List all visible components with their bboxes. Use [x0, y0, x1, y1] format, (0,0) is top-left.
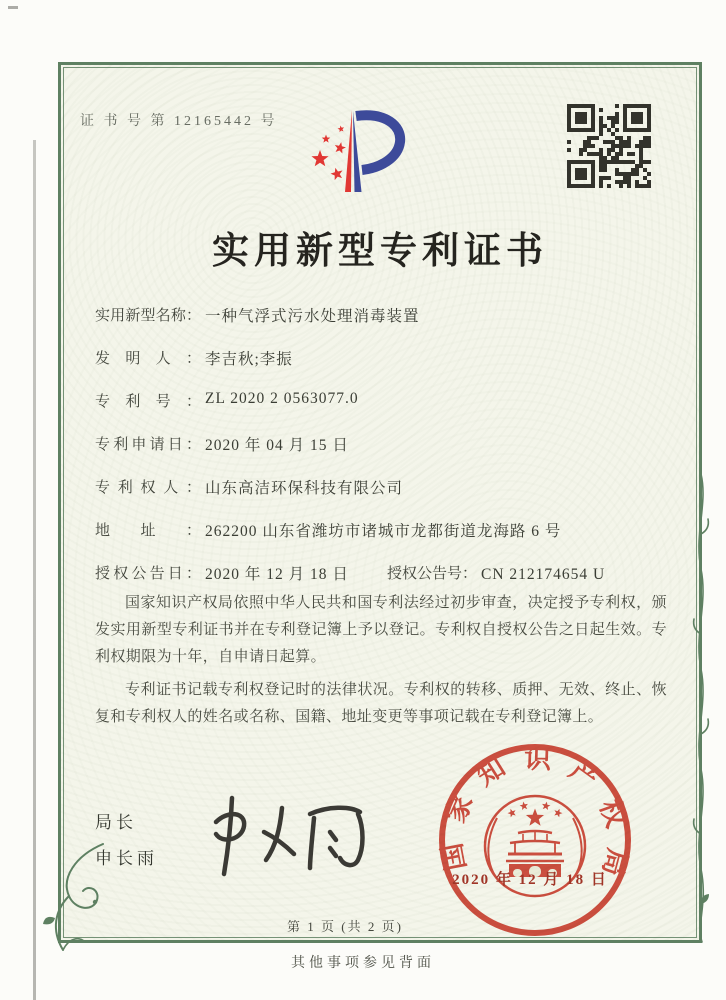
director-name: 申长雨	[95, 849, 158, 868]
star-icon	[311, 150, 328, 166]
star-icon	[542, 802, 550, 810]
star-icon	[338, 126, 345, 133]
legal-paragraph-2: 专利证书记载专利权登记时的法律状况。专利权的转移、质押、无效、终止、恢复和专利权人的姓名或名称、国籍、地址变更等事项记载在专利登记簿上。	[95, 682, 667, 725]
field-row-filing-date	[95, 433, 685, 455]
field-label: 专利号：	[95, 394, 201, 410]
field-value: 262200 山东省潍坊市诸城市龙都街道龙海路 6 号	[205, 523, 562, 540]
field-row-address	[95, 519, 685, 541]
cnipa-ip-logo-icon	[290, 106, 440, 206]
field-row-inventor	[95, 347, 685, 369]
field-label: 授权公告日：	[95, 566, 201, 582]
star-icon	[526, 809, 544, 826]
director-title: 局长	[95, 813, 137, 832]
field-value: CN 212174654 U	[481, 566, 606, 583]
certificate-number: 证 书 号 第 12165442 号	[80, 114, 278, 129]
field-label: 授权公告号：	[387, 566, 478, 582]
star-icon	[520, 802, 528, 810]
certificate-title: 实用新型专利证书	[212, 231, 548, 272]
legal-paragraph-1: 国家知识产权局依照中华人民共和国专利法经过初步审查，决定授予专利权，颁发实用新型专利证书并在专利登记簿上予以登记。专利权自授权公告之日起生效。专利权期限为十年，自申请日起算。	[95, 595, 667, 665]
field-row-grant	[95, 562, 685, 584]
certificate-content	[58, 62, 702, 943]
field-label: 发明人：	[95, 351, 201, 367]
field-value: 2020 年 12 月 18 日	[205, 566, 349, 583]
field-value: 李吉秋;李振	[205, 351, 293, 368]
field-value: 山东高洁环保科技有限公司	[205, 480, 404, 497]
field-value: ZL 2020 2 0563077.0	[205, 390, 359, 407]
field-value: 一种气浮式污水处理消毒装置	[205, 308, 420, 325]
field-value: 2020 年 04 月 15 日	[205, 437, 349, 454]
scan-artifact	[8, 6, 18, 9]
field-label: 实用新型名称：	[95, 308, 201, 324]
star-icon	[335, 142, 346, 153]
back-side-note: 其他事项参见背面	[291, 956, 435, 971]
star-icon	[331, 168, 343, 180]
star-icon	[554, 809, 562, 818]
field-row-patent-no	[95, 390, 685, 412]
field-row-patentee	[95, 476, 685, 498]
field-label: 专利权人：	[95, 480, 201, 496]
field-label: 地址：	[95, 523, 201, 539]
seal-text: 国家知识产权局	[436, 743, 633, 880]
star-icon	[322, 135, 331, 143]
star-icon	[508, 809, 516, 818]
field-row-name	[95, 304, 685, 326]
page-number: 第 1 页 (共 2 页)	[287, 919, 403, 934]
qr-code-icon	[567, 104, 651, 188]
certificate-fields	[95, 304, 685, 605]
official-seal-icon	[435, 740, 635, 940]
field-label: 专利申请日：	[95, 437, 201, 453]
legal-text	[95, 590, 667, 737]
seal-date: 2020 年 12 月 18 日	[452, 872, 608, 888]
director-signature	[198, 788, 378, 883]
